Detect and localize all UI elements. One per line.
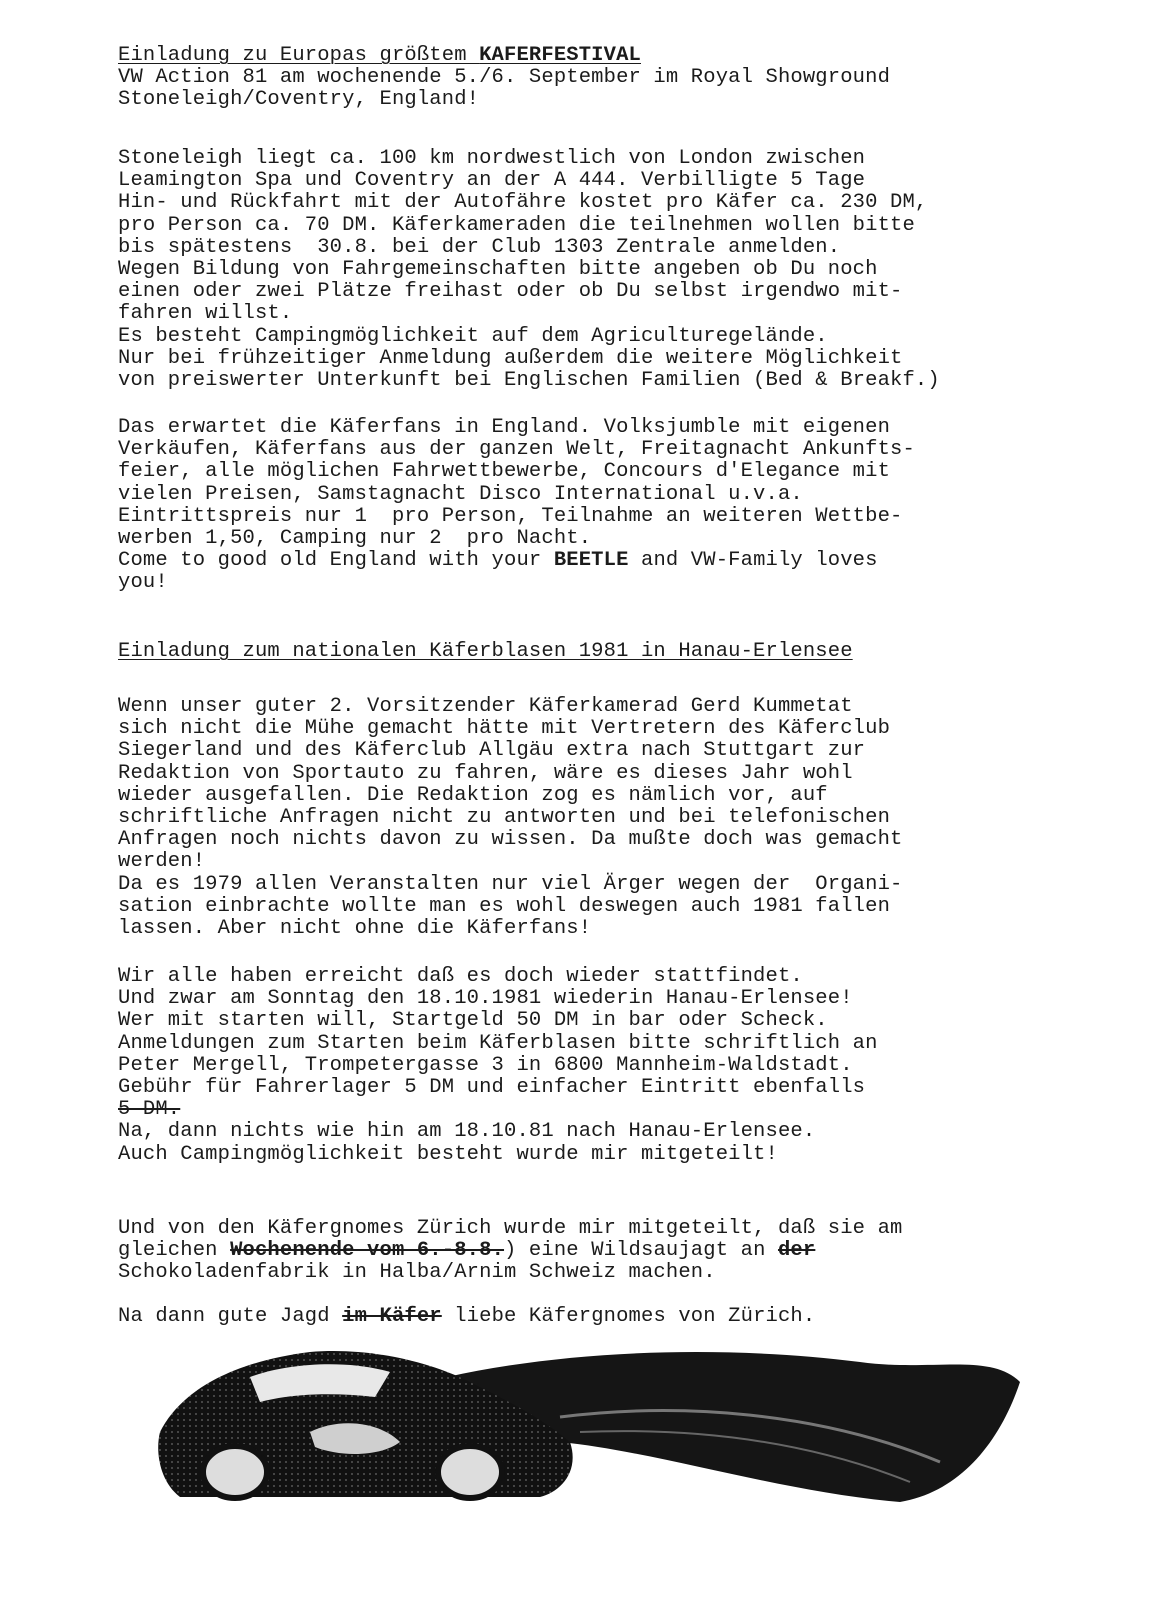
text-line: Anmeldungen zum Starten beim Käferblasen bitte schriftlich an: [118, 1031, 878, 1055]
text-line: Eintrittspreis nur 1 pro Person, Teilnahme an weiteren Wettbe-: [118, 504, 903, 528]
intro-line: Stoneleigh/Coventry, England!: [118, 88, 480, 112]
closing-line: Come to good old England with your BEETLE and VW-Family loves: [118, 549, 878, 573]
text-line: fahren willst.: [118, 302, 293, 326]
text-line: pro Person ca. 70 DM. Käferkameraden die teilnehmen wollen bitte: [118, 213, 915, 237]
text-line: Nur bei frühzeitiger Anmeldung außerdem die weitere Möglichkeit: [118, 346, 903, 370]
paragraph-event-details: [118, 966, 1078, 1166]
text-line: feier, alle möglichen Fahrwettbewerbe, Concours d'Elegance mit: [118, 460, 891, 484]
text-line: sich nicht die Mühe gemacht hätte mit Vertretern des Käferclub: [118, 717, 891, 741]
text-line: Es besteht Campingmöglichkeit auf dem Agriculturegelände.: [118, 324, 828, 348]
text-line: Das erwartet die Käferfans in England. Volksjumble mit eigenen: [118, 416, 891, 439]
text-line-with-strike: gleichen Wochenende vom 6.-8.8.) eine Wildsaujagt an der: [118, 1239, 816, 1263]
text-line: Da es 1979 allen Veranstalten nur viel Ärger wegen der Organi-: [118, 872, 903, 896]
heading-bold-text: KAFERFESTIVAL: [479, 44, 641, 67]
struck-text: der: [777, 1239, 816, 1263]
text-line: Siegerland und des Käferclub Allgäu extra nach Stuttgart zur: [118, 739, 866, 763]
text-line: Schokoladenfabrik in Halba/Arnim Schweiz machen.: [118, 1261, 716, 1285]
paragraph-program: [118, 417, 1078, 595]
text-line: lassen. Aber nicht ohne die Käferfans!: [118, 916, 592, 940]
text-line: vielen Preisen, Samstagnacht Disco International u.v.a.: [118, 482, 803, 506]
struck-fee-text: 5 DM.: [118, 1098, 181, 1122]
text-line: Leamington Spa und Coventry an der A 444. Verbilligte 5 Tage: [118, 169, 866, 193]
text-line: Na, dann nichts wie hin am 18.10.81 nach Hanau-Erlensee.: [118, 1120, 816, 1144]
closing-line-2: you!: [118, 571, 168, 595]
struck-text: im Käfer: [342, 1305, 442, 1328]
text-line: Anfragen noch nichts davon zu wissen. Da mußte doch was gemacht: [118, 828, 903, 852]
text-line: Wir alle haben erreicht daß es doch wieder stattfindet.: [118, 965, 803, 988]
text-line: werden!: [118, 850, 206, 874]
text-line: wieder ausgefallen. Die Redaktion zog es nämlich vor, auf: [118, 783, 828, 807]
text-line: einen oder zwei Plätze freihast oder ob Du selbst irgendwo mit-: [118, 280, 903, 304]
text-line: Gebühr für Fahrerlager 5 DM und einfacher Eintritt ebenfalls: [118, 1075, 866, 1099]
section-vw-action: [118, 45, 1078, 112]
beetle-text: BEETLE: [553, 549, 629, 573]
text-line: schriftliche Anfragen nicht zu antworten und bei telefonischen: [118, 805, 891, 829]
text-line: Peter Mergell, Trompetergasse 3 in 6800 Mannheim-Waldstadt.: [118, 1053, 853, 1077]
race-car-illustration: [140, 1322, 1040, 1512]
struck-text: Wochenende vom 6.-8.8.: [230, 1239, 505, 1263]
wheel-shape: [438, 1446, 502, 1498]
section2-heading: Einladung zum nationalen Käferblasen 1981 in Hanau-Erlensee: [118, 640, 853, 663]
paragraph-kaeferblasen: [118, 696, 1078, 940]
section2-heading-block: [118, 641, 1078, 663]
text-line: Redaktion von Sportauto zu fahren, wäre es dieses Jahr wohl: [118, 761, 853, 785]
text-line: Wegen Bildung von Fahrgemeinschaften bitte angeben ob Du noch: [118, 257, 878, 281]
text-line: Wer mit starten will, Startgeld 50 DM in bar oder Scheck.: [118, 1009, 828, 1033]
text-line: Stoneleigh liegt ca. 100 km nordwestlich von London zwischen: [118, 147, 866, 170]
text-line: Und von den Käfergnomes Zürich wurde mir mitgeteilt, daß sie am: [118, 1217, 903, 1240]
text-line: von preiswerter Unterkunft bei Englischen Familien (Bed & Breakf.): [118, 368, 940, 392]
paragraph-zurich: [118, 1218, 1078, 1285]
text-line: sation einbrachte wollte man es wohl deswegen auch 1981 fallen: [118, 894, 891, 918]
heading-text: Einladung zu Europas größtem: [118, 44, 480, 67]
text-line: bis spätestens 30.8. bei der Club 1303 Zentrale anmelden.: [118, 235, 841, 259]
text-line: Verkäufen, Käferfans aus der ganzen Welt, Freitagnacht Ankunfts-: [118, 438, 915, 462]
text-line: Hin- und Rückfahrt mit der Autofähre kostet pro Käfer ca. 230 DM,: [118, 191, 928, 215]
intro-line: VW Action 81 am wochenende 5./6. September im Royal Showground: [118, 66, 891, 90]
text-line-with-strike: Na dann gute Jagd im Käfer liebe Käfergnomes von Zürich.: [118, 1305, 816, 1328]
wheel-shape: [203, 1446, 267, 1498]
paragraph-travel: [118, 148, 1078, 392]
text-line: Und zwar am Sonntag den 18.10.1981 wiederin Hanau-Erlensee!: [118, 987, 853, 1011]
text-line: Wenn unser guter 2. Vorsitzender Käferkamerad Gerd Kummetat: [118, 695, 853, 718]
text-line: werben 1,50, Camping nur 2 pro Nacht.: [118, 526, 592, 550]
text-line: Auch Campingmöglichkeit besteht wurde mir mitgeteilt!: [118, 1142, 778, 1166]
section1-heading: [118, 45, 1078, 67]
